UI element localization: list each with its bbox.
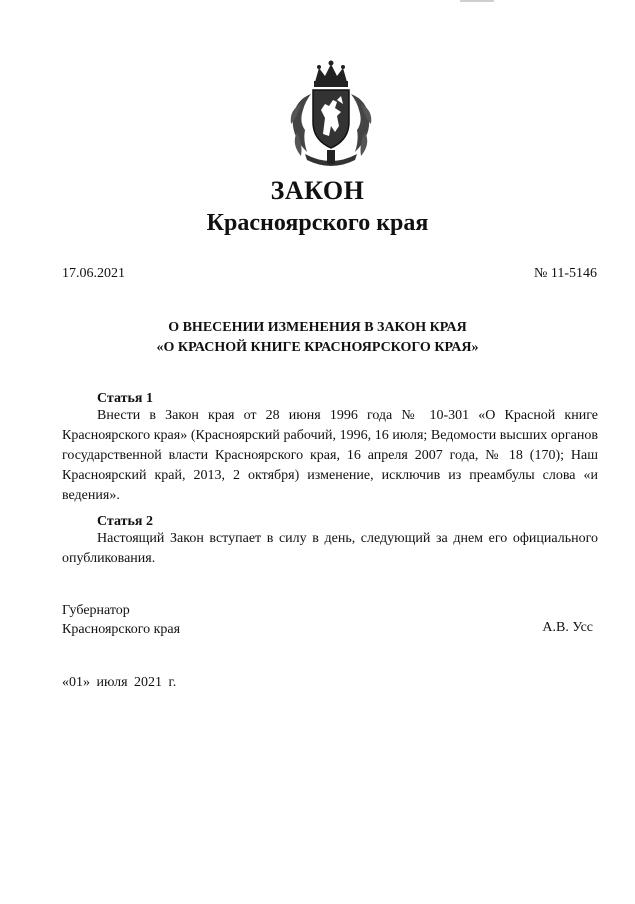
signatory-position-line-2: Красноярского края	[62, 622, 181, 637]
document-heading-line-2: «О КРАСНОЙ КНИГЕ КРАСНОЯРСКОГО КРАЯ»	[156, 340, 479, 355]
krasnoyarsk-coat-of-arms-icon	[281, 60, 381, 170]
article-2-text: Настоящий Закон вступает в силу в день, следующий за днем его официального опубликования.	[62, 531, 598, 566]
document-number: № 11-5146	[534, 266, 597, 281]
signatory-position-line-1: Губернатор	[62, 603, 130, 618]
document-title: ЗАКОН	[270, 176, 365, 205]
document-heading-line-1: О ВНЕСЕНИИ ИЗМЕНЕНИЯ В ЗАКОН КРАЯ	[168, 320, 467, 335]
signatory-name: А.В. Усс	[542, 620, 593, 635]
article-2-title: Статья 2	[97, 514, 153, 529]
signatory-position	[62, 601, 180, 639]
article-1-title: Статья 1	[97, 391, 153, 406]
document-date: 17.06.2021	[62, 266, 125, 281]
document-subtitle: Красноярского края	[206, 210, 429, 236]
article-1-text: Внести в Закон края от 28 июня 1996 года № 10-301 «О Красной книге Красноярского края» (Красноярский рабочий, 1996, 16 июля; Ведомости высших органов государственной власти Красноярского края, 16 апреля 2007 года, № 18 (170); Наш Красноярский край, 2013, 2 октября) изменение, исключив из преамбулы слова «и ведения».	[62, 408, 598, 503]
scan-mark	[460, 0, 494, 2]
signing-date: «01» июля 2021 г.	[62, 675, 177, 690]
